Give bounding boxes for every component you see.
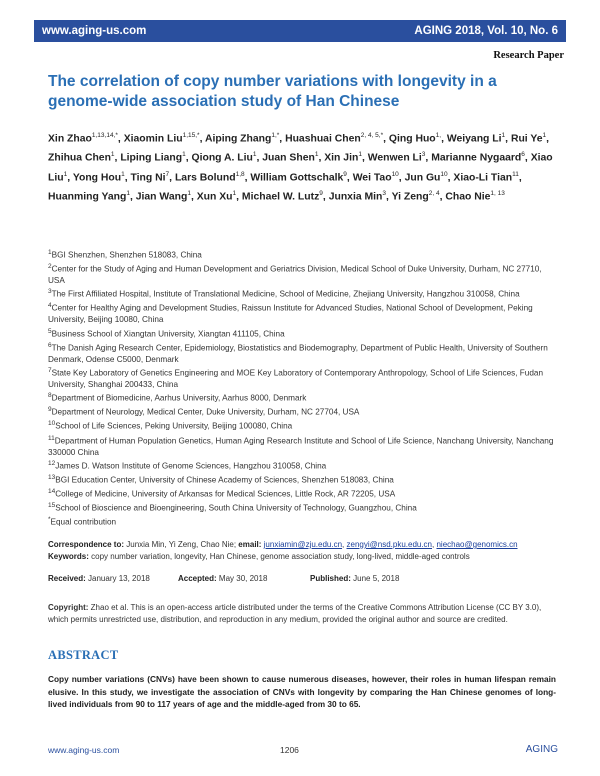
affiliation-sup: 10: [48, 420, 56, 428]
email-label: email:: [236, 540, 262, 549]
journal-website-link[interactable]: www.aging-us.com: [42, 25, 147, 37]
author-affiliation-sup: 1, 13: [490, 190, 505, 198]
copyright-notice: [48, 602, 556, 625]
author-name: Wenwen Li: [367, 152, 422, 164]
affiliation-text: Department of Biomedicine, Aarhus University, Aarhus 8000, Denmark: [51, 394, 307, 404]
affiliation-item: [48, 340, 560, 365]
author-affiliation-sup: 2, 4: [428, 190, 440, 198]
affiliation-sup: 1: [48, 249, 52, 256]
affiliation-text: School of Bioscience and Bioengineering, South China University of Technology, Guangzhou, China: [55, 503, 417, 513]
author-name: Xin Jin: [324, 152, 359, 164]
author-name: Lars Bolund: [174, 172, 236, 184]
abstract-heading: ABSTRACT: [48, 648, 119, 662]
affiliation-text: BGI Education Center, University of Chinese Academy of Sciences, Shenzhen 518083, China: [55, 475, 394, 485]
affiliation-sup: 3: [48, 288, 52, 296]
author-name: Aiping Zhang: [204, 133, 272, 145]
affiliation-sup: 13: [48, 473, 56, 481]
author-affiliation-sup: 1: [252, 151, 257, 159]
author-name: Chao Nie: [445, 191, 491, 203]
author-affiliation-sup: 7: [165, 170, 170, 178]
affiliation-sup: 7: [48, 367, 52, 375]
affiliation-item: [48, 300, 560, 325]
author-name: Jian Wang: [135, 191, 188, 203]
author-affiliation-sup: 10: [391, 170, 399, 178]
affiliation-sup: 2: [48, 263, 52, 271]
affiliation-item: [48, 500, 560, 514]
author-name: Weiyang Li: [446, 133, 502, 145]
author-name: Junxia Min: [328, 191, 383, 203]
affiliation-text: Department of Human Population Genetics, Human Aging Research Institute and School of Life Science, Nanchang University, Nanchang 330000 China: [48, 436, 554, 457]
author-affiliation-sup: 9: [343, 170, 347, 178]
author-name: Xiaomin Liu: [123, 133, 183, 145]
author-name: Xiao Liu: [48, 152, 553, 184]
affiliation-text: School of Life Sciences, Peking University, Beijing 100080, China: [55, 422, 293, 432]
author-name: Qing Huo: [388, 133, 436, 145]
author-affiliation-sup: 1,8: [235, 170, 245, 178]
affiliation-text: State Key Laboratory of Genetics Engineering and MOE Key Laboratory of Contemporary Anthropology, School of Life Sciences, Fudan University, Shanghai 200433, China: [48, 368, 544, 390]
keywords-label: Keywords:: [48, 551, 89, 561]
research-type-label: Research Paper: [493, 50, 564, 61]
affiliation-item: [48, 326, 560, 340]
affiliation-text: Center for Healthy Aging and Development Studies, Raissun Institute for Advanced Studies, National School of Development, Peking University, Beijing 10080, China: [48, 304, 533, 325]
affiliation-item: [48, 390, 560, 404]
affiliation-sup: 6: [48, 341, 52, 349]
author-affiliation-sup: 1: [187, 190, 191, 198]
affiliation-text: BGI Shenzhen, Shenzhen 518083, China: [51, 250, 202, 260]
affiliation-text: The Danish Aging Research Center, Epidemiology, Biostatistics and Biodemography, Department of Public Health, University of Southern Denmark, Odense C5000, Denmark: [48, 343, 548, 364]
author-name: Marianne Nygaard: [431, 152, 522, 164]
author-affiliation-sup: 1: [182, 151, 186, 159]
footer-website-link[interactable]: www.aging-us.com: [48, 745, 120, 755]
affiliation-item: [48, 247, 560, 261]
affiliation-item: [48, 418, 560, 432]
dates-line: [48, 574, 560, 583]
affiliation-item: [48, 514, 560, 528]
author-affiliation-sup: 3: [382, 190, 387, 198]
affiliation-item: [48, 365, 560, 390]
affiliation-sup: 5: [48, 327, 52, 335]
author-affiliation-sup: 1,: [435, 132, 442, 139]
author-name: Yi Zeng: [391, 191, 429, 203]
author-affiliation-sup: 1: [314, 151, 319, 159]
affiliation-item: [48, 486, 560, 500]
author-affiliation-sup: 1: [121, 170, 125, 178]
keywords-text: copy number variation, longevity, Han Chinese, genome association study, long-lived, middle-aged controls: [88, 551, 470, 561]
author-affiliation-sup: 1,13,14,*: [91, 132, 118, 139]
correspondence-block: [48, 539, 560, 562]
accepted-date: Accepted: May 30, 2018: [178, 574, 268, 583]
author-affiliation-sup: 6: [521, 151, 525, 159]
author-name: Jun Gu: [404, 172, 441, 184]
author-name: Huashuai Chen: [285, 133, 361, 145]
author-affiliation-sup: 1,15,*: [182, 132, 200, 139]
author-name: William Gottschalk: [250, 172, 344, 184]
author-name: Huanming Yang: [48, 191, 127, 203]
author-name: Xiao-Li Tian: [453, 172, 513, 184]
journal-header-bar: [34, 20, 566, 42]
email-link-zeng[interactable]: zengyi@nsd.pku.edu.cn: [346, 540, 433, 549]
affiliation-sup: 9: [48, 406, 52, 414]
author-name: Liping Liang: [120, 152, 183, 164]
author-affiliation-sup: 2, 4, 5,*: [360, 132, 384, 139]
author-name: Michael W. Lutz: [241, 191, 320, 203]
author-name: Yong Hou: [72, 172, 122, 184]
affiliation-item: [48, 404, 560, 418]
affiliation-sup: 12: [48, 459, 56, 467]
author-affiliation-sup: 11: [512, 170, 519, 178]
author-affiliation-sup: 1,*: [271, 132, 280, 139]
abstract-text: Copy number variations (CNVs) have been shown to cause numerous diseases, however, their roles in human lifespan remain elusive. In this study, we investigate the association of CNVs with longevity by comparing the Han Chinese genomes of long-lived individuals from 90 to 117 years of age and the middle-aged from 30 to 65.: [48, 674, 556, 709]
author-affiliation-sup: 10: [440, 170, 448, 178]
author-affiliation-sup: 1: [358, 151, 362, 159]
author-affiliation-sup: 1: [232, 190, 237, 198]
journal-issue-label: AGING 2018, Vol. 10, No. 6: [414, 25, 558, 37]
affiliation-item: [48, 472, 560, 486]
affiliation-text: Equal contribution: [50, 517, 117, 527]
published-date: Published: June 5, 2018: [310, 574, 400, 583]
author-name: Zhihua Chen: [48, 152, 111, 164]
affiliation-item: [48, 261, 560, 286]
author-affiliation-sup: 1: [126, 190, 130, 198]
affiliation-sup: 14: [48, 487, 56, 495]
author-name: Wei Tao: [352, 172, 392, 184]
copyright-text: Zhao et al. This is an open-access article distributed under the terms of the Creative Commons Attribution License (CC BY 3.0), which permits unrestricted use, distribution, and reproduction in any medium, provided the original author and source are credited.: [48, 603, 542, 624]
copyright-label: Copyright:: [48, 603, 89, 612]
author-name: Ting Ni: [130, 172, 166, 184]
author-name: Xin Zhao: [48, 133, 92, 145]
correspondence-label: Correspondence to:: [48, 540, 125, 549]
email-link-min[interactable]: junxiamin@zju.edu.cn: [263, 540, 343, 549]
affiliation-text: Business School of Xiangtan University, Xiangtan 411105, China: [51, 329, 285, 339]
affiliation-item: [48, 433, 560, 458]
author-affiliation-sup: 1: [501, 132, 506, 139]
author-name: Rui Ye: [510, 133, 543, 145]
correspondence-names: Junxia Min, Yi Zeng, Chao Nie;: [124, 540, 237, 549]
author-list: Xin Zhao$^{1,13,14,*}$, Xiaomin Liu$^{1,15,*}$, Aiping Zhang$^{1,*}$, Huashuai Chen$^{2, 4, 5,*}$, Qing Huo$^{1,}$, Weiyang Li$^1$, Rui Ye$^1$, Zhihua Chen$^1$, Liping Liang$^1$, Qiong A. Liu$^1$, Juan Shen$^1$, Xin Jin$^1$, Wenwen Li$^3$, Marianne Nygaard$^6$, Xiao Liu$^1$, Yong Hou$^1$, Ting Ni$^7$, Lars Bolund$^{1,8}$, William Gottschalk$^9$, Wei Tao$^{10}$, Jun Gu$^{10}$, Xiao-Li Tian$^{11}$, Huanming Yang$^1$, Jian Wang$^1$, Xun Xu$^1$, Michael W. Lutz$^9$, Junxia Min$^3$, Yi Zeng$^{2, 4}$, Chao Nie$^{1, 13}$: [48, 132, 553, 203]
affiliation-sup: 11: [48, 434, 55, 442]
affiliation-text: Center for the Study of Aging and Human Development and Geriatrics Division, Medical School of Duke University, Durham, NC 27710, USA: [48, 264, 542, 286]
author-affiliation-sup: 1: [542, 132, 547, 139]
author-affiliation-sup: 9: [319, 190, 323, 198]
author-name: Juan Shen: [262, 152, 315, 164]
email-link-nie[interactable]: niechao@genomics.cn: [436, 540, 518, 549]
affiliation-sup: 4: [48, 302, 52, 310]
affiliation-text: James D. Watson Institute of Genome Sciences, Hangzhou 310058, China: [55, 461, 327, 471]
affiliation-text: Department of Neurology, Medical Center, Duke University, Durham, NC 27704, USA: [51, 408, 360, 418]
affiliation-list: [48, 247, 560, 528]
affiliation-sup: 15: [48, 501, 56, 509]
received-date: Received: January 13, 2018: [48, 574, 150, 583]
paper-title: The correlation of copy number variations with longevity in a genome-wide association study of Han Chinese: [48, 73, 497, 110]
author-affiliation-sup: 1: [110, 151, 115, 159]
affiliation-text: The First Affiliated Hospital, Institute of Translational Medicine, School of Medicine, Zhejiang University, Hangzhou 310058, China: [51, 290, 520, 300]
page-number: 1206: [280, 745, 299, 755]
affiliation-text: College of Medicine, University of Arkansas for Medical Sciences, Little Rock, AR 72205, USA: [55, 489, 396, 499]
affiliation-item: [48, 458, 560, 472]
footer-journal-label: AGING: [525, 744, 558, 755]
affiliation-item: [48, 286, 560, 300]
affiliation-sup: *: [48, 515, 51, 523]
keywords-line: [48, 551, 560, 563]
correspondence-line: Correspondence to: Junxia Min, Yi Zeng, Chao Nie; email: junxiamin@zju.edu.cn, zengyi@nsd.pku.edu.cn, niechao@genomics.cn: [48, 540, 518, 549]
affiliation-sup: 8: [48, 392, 52, 400]
author-affiliation-sup: 1: [63, 170, 68, 178]
author-name: Qiong A. Liu: [191, 152, 253, 164]
author-affiliation-sup: 3: [421, 151, 426, 159]
author-name: Xun Xu: [196, 191, 233, 203]
